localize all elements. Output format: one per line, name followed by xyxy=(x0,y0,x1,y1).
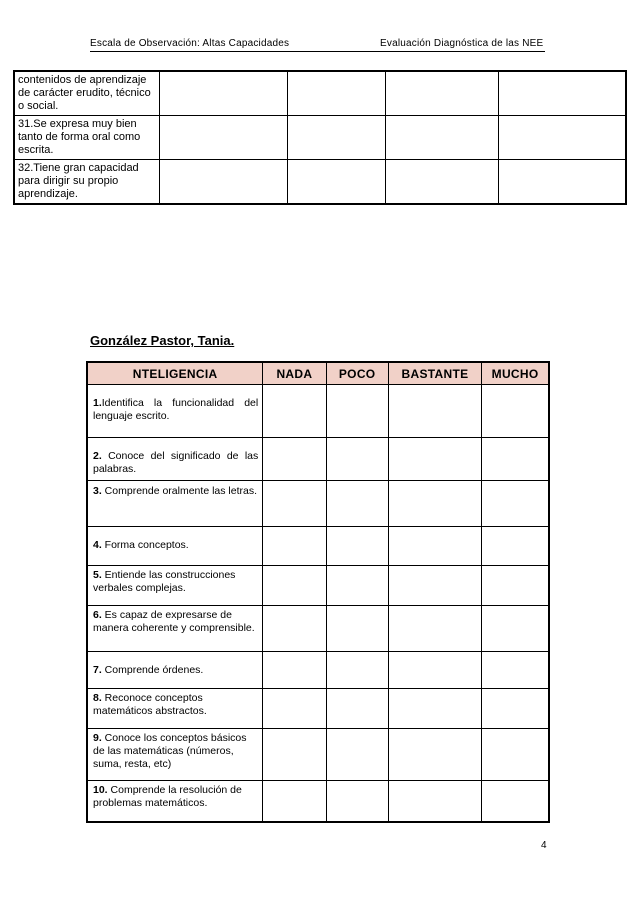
col-header-mucho: MUCHO xyxy=(482,362,549,385)
rating-cell[interactable] xyxy=(326,689,388,729)
rating-cell[interactable] xyxy=(385,71,498,116)
rating-cell[interactable] xyxy=(263,438,326,481)
rating-cell[interactable] xyxy=(326,729,388,781)
rating-cell[interactable] xyxy=(388,729,481,781)
rating-cell[interactable] xyxy=(388,527,481,566)
rating-cell[interactable] xyxy=(326,566,388,606)
table-row xyxy=(87,566,549,606)
rating-cell[interactable] xyxy=(498,71,626,116)
rating-cell[interactable] xyxy=(326,652,388,689)
rating-cell[interactable] xyxy=(482,385,549,438)
intelligence-table xyxy=(86,361,550,823)
rating-cell[interactable] xyxy=(385,160,498,205)
rating-cell[interactable] xyxy=(326,527,388,566)
rating-cell[interactable] xyxy=(482,689,549,729)
rating-cell[interactable] xyxy=(263,652,326,689)
rating-cell[interactable] xyxy=(482,481,549,527)
rating-cell[interactable] xyxy=(498,116,626,160)
col-header-nada: NADA xyxy=(263,362,326,385)
page-number: 4 xyxy=(541,840,547,851)
rating-cell[interactable] xyxy=(287,116,385,160)
rating-cell[interactable] xyxy=(388,481,481,527)
header-row xyxy=(87,362,549,385)
item-cell: 32.Tiene gran capacidad para dirigir su propio aprendizaje. xyxy=(14,160,159,205)
rating-cell[interactable] xyxy=(388,689,481,729)
table-row xyxy=(87,481,549,527)
rating-cell[interactable] xyxy=(388,781,481,822)
item-cell: 10. Comprende la resolución de problemas matemáticos. xyxy=(87,781,263,822)
rating-cell[interactable] xyxy=(388,438,481,481)
col-header-poco: POCO xyxy=(326,362,388,385)
rating-cell[interactable] xyxy=(263,606,326,652)
rating-cell[interactable] xyxy=(482,527,549,566)
table-row xyxy=(14,160,626,205)
header-rule xyxy=(90,51,545,52)
item-cell: 4. Forma conceptos. xyxy=(87,527,263,566)
rating-cell[interactable] xyxy=(159,71,287,116)
item-cell: 3. Comprende oralmente las letras. xyxy=(87,481,263,527)
rating-cell[interactable] xyxy=(263,527,326,566)
table-row xyxy=(87,527,549,566)
item-cell: 2. Conoce del significado de las palabras. xyxy=(87,438,263,481)
rating-cell[interactable] xyxy=(326,385,388,438)
col-header-intelligence: NTELIGENCIA xyxy=(87,362,263,385)
rating-cell[interactable] xyxy=(326,438,388,481)
rating-cell[interactable] xyxy=(326,781,388,822)
rating-cell[interactable] xyxy=(498,160,626,205)
item-cell: 1.Identifica la funcionalidad del lenguaje escrito. xyxy=(87,385,263,438)
rating-cell[interactable] xyxy=(385,116,498,160)
table-row xyxy=(87,438,549,481)
header-right: Evaluación Diagnóstica de las NEE xyxy=(380,38,544,49)
rating-cell[interactable] xyxy=(287,71,385,116)
rating-cell[interactable] xyxy=(482,566,549,606)
rating-cell[interactable] xyxy=(159,160,287,205)
rating-cell[interactable] xyxy=(482,652,549,689)
table-row xyxy=(87,781,549,822)
item-cell: contenidos de aprendizaje de carácter erudito, técnico o social. xyxy=(14,71,159,116)
item-cell: 6. Es capaz de expresarse de manera coherente y comprensible. xyxy=(87,606,263,652)
rating-cell[interactable] xyxy=(263,566,326,606)
rating-cell[interactable] xyxy=(326,481,388,527)
observation-table-continued xyxy=(13,70,627,205)
col-header-bastante: BASTANTE xyxy=(388,362,481,385)
rating-cell[interactable] xyxy=(326,606,388,652)
table-row xyxy=(87,606,549,652)
rating-cell[interactable] xyxy=(263,385,326,438)
table-row xyxy=(87,689,549,729)
rating-cell[interactable] xyxy=(482,729,549,781)
rating-cell[interactable] xyxy=(388,385,481,438)
rating-cell[interactable] xyxy=(482,438,549,481)
item-cell: 31.Se expresa muy bien tanto de forma oral como escrita. xyxy=(14,116,159,160)
rating-cell[interactable] xyxy=(263,481,326,527)
table-row xyxy=(87,385,549,438)
rating-cell[interactable] xyxy=(263,729,326,781)
rating-cell[interactable] xyxy=(482,606,549,652)
table-row xyxy=(14,71,626,116)
item-cell: 8. Reconoce conceptos matemáticos abstractos. xyxy=(87,689,263,729)
header-left: Escala de Observación: Altas Capacidades xyxy=(90,38,290,49)
rating-cell[interactable] xyxy=(388,566,481,606)
rating-cell[interactable] xyxy=(482,781,549,822)
rating-cell[interactable] xyxy=(263,689,326,729)
rating-cell[interactable] xyxy=(263,781,326,822)
item-cell: 5. Entiende las construcciones verbales complejas. xyxy=(87,566,263,606)
rating-cell[interactable] xyxy=(388,606,481,652)
table-row xyxy=(14,116,626,160)
table-row xyxy=(87,729,549,781)
student-name: González Pastor, Tania. xyxy=(90,333,235,348)
rating-cell[interactable] xyxy=(388,652,481,689)
table-row xyxy=(87,652,549,689)
item-cell: 9. Conoce los conceptos básicos de las matemáticas (números, suma, resta, etc) xyxy=(87,729,263,781)
rating-cell[interactable] xyxy=(159,116,287,160)
rating-cell[interactable] xyxy=(287,160,385,205)
item-cell: 7. Comprende órdenes. xyxy=(87,652,263,689)
